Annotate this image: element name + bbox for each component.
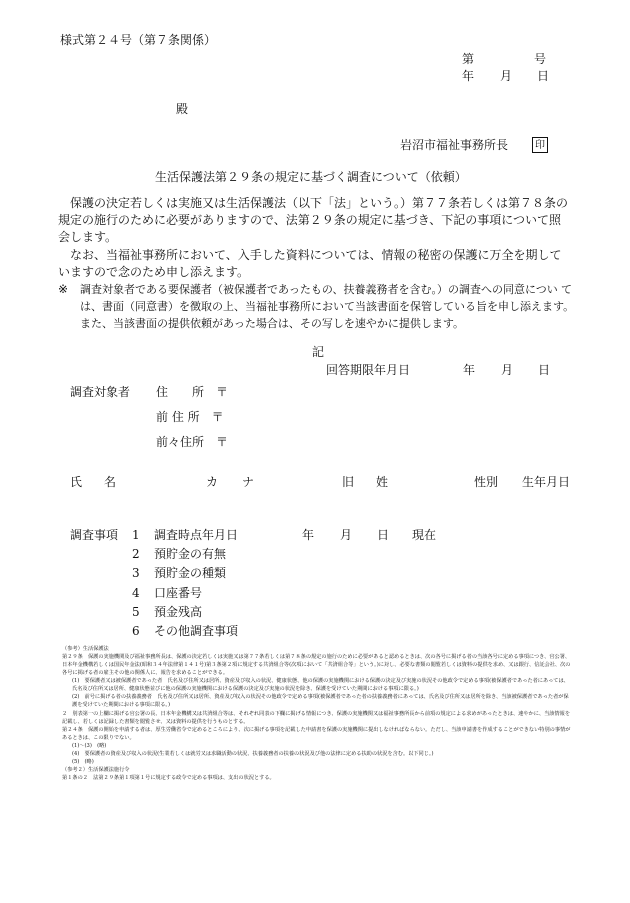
body-para1-line2: 規定の施行のために必要がありますので、法第２９条の規定に基づき、下記の事項について照 [58,213,562,227]
item-text: 預貯金の有無 [154,547,227,562]
note-line3: また、当該書面の提供依頼があった場合は、その写しを速やかに提供します。 [80,317,465,330]
deadline-year-label: 年 [463,363,476,377]
note-heading-1: （参考）生活保護法 [62,646,109,652]
note-article-29: 第２９条 保護の実施機関及び福祉事務所長は、保護の決定若しくは実施又は第７７条若しくは第７８条の規定の施行のために必要があると認めるときは、次の各号に掲げる者の当該各号に定める事項につき、官公署、日本年金機構若しくは国民年金法(昭和３４年法律第１４１号)第３条第２項に規定する共済組合等(次項において「共済組合等」という。)に対し、必要な書類の閲覧若しくは資料の提供を求め、又は銀行、信託会社、次の各号に掲げる者の雇主その他の関係人に、報告を求めることができる。 [62,654,571,677]
ki-label: 記 [312,345,325,359]
items-date-genzai: 現在 [412,528,437,542]
item-text: 調査時点年月日 [154,528,239,542]
document-title: 生活保護法第２９条の規定に基づく調査について（依頼） [155,170,467,184]
number-dai: 第 [462,52,475,66]
prior-previous-address-label: 前々住所 〒 [156,435,229,449]
issue-month-label: 月 [500,69,513,83]
issue-year-label: 年 [462,69,475,83]
item-text: 預貯金の種類 [154,566,227,581]
subject-label: 調査対象者 [70,385,131,399]
kana-label-ka: カ [206,475,219,489]
number-go: 号 [534,52,547,66]
note-article-24: 第２４条 保護の開始を申請する者は、厚生労働省令で定めるところにより、次に掲げる事項を記載した申請書を保護の実施機関に提出しなければならない。ただし、当該申請書を作成することができない特別の事情があるときは、この限りでない。 [62,726,571,741]
item-text: 預金残高 [154,604,203,619]
item-number: 1 [132,528,140,542]
body-para1-line1: 保護の決定若しくは実施又は生活保護法（以下「法」という。）第７７条若しくは第７８条の [70,196,569,210]
note-article-24-items1-3: (1)～(3) (略) [72,742,107,749]
deadline-day-label: 日 [538,363,551,377]
item-text: その他調査事項 [154,624,239,638]
sender-name: 岩沼市福祉事務所長 [400,138,509,152]
note-article-29-item2: (2) 前号に掲げる者の扶養義務者 氏名及び住所又は居所、資産及び収入の状況その他政令で定める事項(被保護者であった者の扶養義務者にあっては、氏名及び住所又は居所を除き、当該被保護者であった者が保護を受けていた期間における事項に限る。) [72,694,569,709]
body-para2-line2: いますので念のため申し添えます。 [58,265,250,279]
note-article-29-item1: (1) 要保護者又は被保護者であった者 氏名及び住所又は居所、資産及び収入の状況、健康状態、他の保護の実施機関における保護の決定及び実施の状況その他政令で定める事項(被保護者であった者にあっては、氏名及び住所又は居所、健康状態並びに他の保護の実施機関における保護の決定及び実施の状況を除き、保護を受けていた期間における事項に限る。) [72,678,569,693]
gender-label: 性別 [474,475,499,489]
note-line1: 調査対象者である要保護者（被保護者であったもの、扶養義務者を含む。）の調査への同意につい [80,283,558,296]
deadline-label: 回答期限年月日 [326,363,411,377]
form-number: 様式第２４号（第７条関係） [60,33,217,47]
note-article-29-para2: ２ 別表第一の上欄に掲げる官公署の長、日本年金機構又は共済組合等は、それぞれ同表の下欄に掲げる情報につき、保護の実施機関又は福祉事務所長から前項の規定による求めがあったときは、速やかに、当該情報を記載し、若しくは記録した書類を閲覧させ、又は資料の提供を行うものとする。 [62,710,571,725]
previous-address-label: 前 住 所 〒 [156,410,224,424]
body-para1-line3: 会します。 [58,230,118,244]
seal-box: 印 [532,137,548,153]
name-label-mei: 名 [104,475,117,489]
name-label-shi: 氏 [70,475,83,489]
body-para2-line1: なお、当福祉事務所において、入手した資料については、情報の秘密の保護に万全を期して [70,248,562,262]
item-number: 4 [132,585,140,600]
former-surname-sei: 姓 [376,475,389,489]
note-article-24-item5: (5) (略) [72,758,94,765]
items-date-day: 日 [377,528,390,542]
item-number: 5 [132,604,140,619]
note-mark: ※ [58,282,69,296]
items-date-month: 月 [340,528,353,542]
kana-label-na: ナ [242,475,255,489]
note-heading-2: （参考２）生活保護法施行令 [62,766,130,773]
birthdate-label: 生年月日 [522,475,571,489]
item-number: 6 [132,624,140,638]
note-ordinance-1-2: 第１条の２ 法第２９条第１項第１号に規定する政令で定める事項は、支出の状況とする。 [62,775,275,781]
items-date-year: 年 [302,528,315,542]
reference-notes [62,645,572,782]
addressee-dono: 殿 [176,102,189,116]
item-number: 2 [132,547,140,562]
deadline-month-label: 月 [501,363,514,377]
item-number: 3 [132,566,140,581]
current-address-label: 住 所 〒 [156,385,229,399]
note-article-24-item4: (4) 要保護者の資産及び収入の状況(生業若しくは就労又は求職活動の状況、扶養義務者の扶養の状況及び他の法律に定める扶助の状況を含む。以下同じ。) [72,750,434,757]
item-text: 口座番号 [154,585,203,600]
items-label: 調査事項 [70,528,119,542]
issue-day-label: 日 [537,69,550,83]
note-line2: は、書面（同意書）を徴取の上、当福祉事務所において当該書面を保管している旨を申し添えます。 [80,300,575,313]
note-line1-tail: て [561,283,572,296]
former-surname-kyu: 旧 [342,475,355,489]
